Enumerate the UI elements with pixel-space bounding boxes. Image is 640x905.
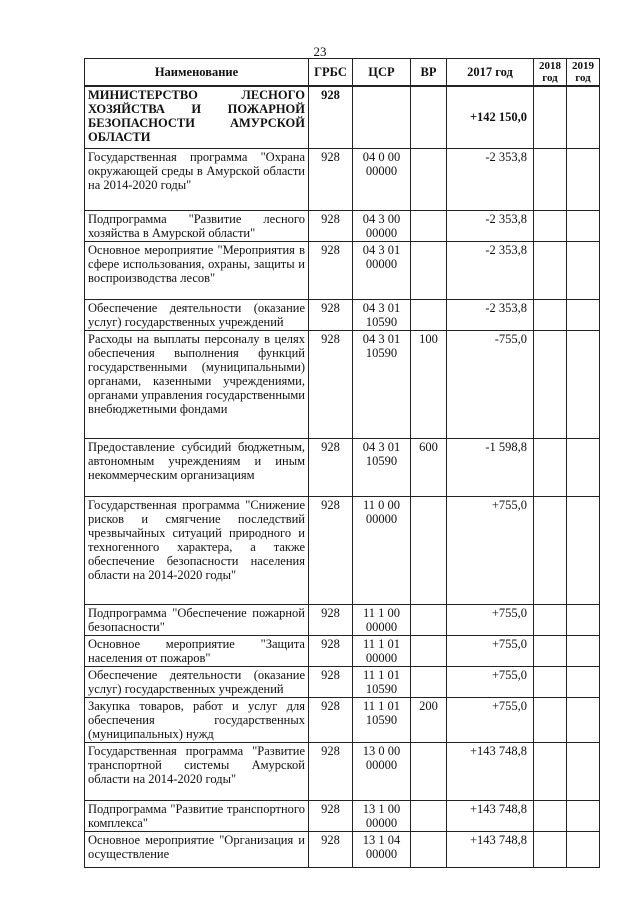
budget-table xyxy=(84,58,600,868)
row-2017-cell: +755,0 xyxy=(447,697,534,742)
table-row xyxy=(85,210,600,241)
row-vr-cell xyxy=(411,742,447,800)
table-row xyxy=(85,635,600,666)
row-2018-cell xyxy=(534,800,567,831)
row-grbs-cell: 928 xyxy=(309,635,353,666)
row-grbs-cell: 928 xyxy=(309,697,353,742)
row-grbs-cell: 928 xyxy=(309,496,353,604)
row-2017-cell: +755,0 xyxy=(447,666,534,697)
row-grbs-cell: 928 xyxy=(309,86,353,148)
row-2019-cell xyxy=(567,330,600,438)
row-name-cell: Расходы на выплаты персоналу в целях обеспечения выполнения функций государственными (муниципальными) органами, казенными учреждениями, органами управления государственными внебюджетными фондами xyxy=(85,330,309,438)
row-2017-cell: -2 353,8 xyxy=(447,299,534,330)
row-grbs-cell: 928 xyxy=(309,831,353,867)
row-name-cell: Обеспечение деятельности (оказание услуг) государственных учреждений xyxy=(85,666,309,697)
row-name-cell: МИНИСТЕРСТВО ЛЕСНОГО ХОЗЯЙСТВА И ПОЖАРНОЙ БЕЗОПАСНОСТИ АМУРСКОЙ ОБЛАСТИ xyxy=(85,86,309,148)
row-2018-cell xyxy=(534,831,567,867)
row-grbs-cell: 928 xyxy=(309,210,353,241)
row-vr-cell xyxy=(411,148,447,210)
row-2019-cell xyxy=(567,148,600,210)
row-2018-cell xyxy=(534,604,567,635)
row-name-cell: Подпрограмма "Обеспечение пожарной безопасности" xyxy=(85,604,309,635)
row-2017-cell: +755,0 xyxy=(447,604,534,635)
row-csr-cell: 13 1 04 00000 xyxy=(353,831,411,867)
row-2019-cell xyxy=(567,210,600,241)
row-2017-cell: +755,0 xyxy=(447,635,534,666)
row-2018-cell xyxy=(534,86,567,148)
row-2019-cell xyxy=(567,299,600,330)
row-2017-cell: +755,0 xyxy=(447,496,534,604)
row-csr-cell: 11 1 00 00000 xyxy=(353,604,411,635)
row-2017-cell: -2 353,8 xyxy=(447,210,534,241)
row-csr-cell: 13 0 00 00000 xyxy=(353,742,411,800)
row-vr-cell: 600 xyxy=(411,438,447,496)
row-name-cell: Основное мероприятие "Защита населения от пожаров" xyxy=(85,635,309,666)
table-row xyxy=(85,299,600,330)
row-grbs-cell: 928 xyxy=(309,742,353,800)
row-csr-cell xyxy=(353,86,411,148)
header-2018: 2018 год xyxy=(534,59,567,87)
row-grbs-cell: 928 xyxy=(309,330,353,438)
row-2019-cell xyxy=(567,241,600,299)
row-name-cell: Предоставление субсидий бюджетным, автономным учреждениям и иным некоммерческим организациям xyxy=(85,438,309,496)
row-grbs-cell: 928 xyxy=(309,438,353,496)
row-vr-cell xyxy=(411,496,447,604)
row-2019-cell xyxy=(567,742,600,800)
header-grbs: ГРБС xyxy=(309,59,353,87)
row-2018-cell xyxy=(534,635,567,666)
header-name: Наименование xyxy=(85,59,309,87)
row-name-cell: Закупка товаров, работ и услуг для обеспечения государственных (муниципальных) нужд xyxy=(85,697,309,742)
row-csr-cell: 04 3 01 10590 xyxy=(353,438,411,496)
row-2019-cell xyxy=(567,438,600,496)
table-row xyxy=(85,148,600,210)
row-2019-cell xyxy=(567,697,600,742)
row-csr-cell: 04 3 01 10590 xyxy=(353,299,411,330)
row-csr-cell: 11 1 01 10590 xyxy=(353,697,411,742)
row-name-cell: Государственная программа "Охрана окружающей среды в Амурской области на 2014-2020 годы" xyxy=(85,148,309,210)
row-2018-cell xyxy=(534,666,567,697)
page-number: 23 xyxy=(313,44,327,59)
row-name-cell: Обеспечение деятельности (оказание услуг) государственных учреждений xyxy=(85,299,309,330)
row-vr-cell xyxy=(411,831,447,867)
row-2018-cell xyxy=(534,241,567,299)
row-grbs-cell: 928 xyxy=(309,604,353,635)
row-2017-cell: +143 748,8 xyxy=(447,742,534,800)
row-name-cell: Подпрограмма "Развитие транспортного комплекса" xyxy=(85,800,309,831)
header-csr: ЦСР xyxy=(353,59,411,87)
row-csr-cell: 11 0 00 00000 xyxy=(353,496,411,604)
row-2018-cell xyxy=(534,496,567,604)
row-2018-cell xyxy=(534,210,567,241)
row-name-cell: Основное мероприятие "Мероприятия в сфере использования, охраны, защиты и воспроизводства лесов" xyxy=(85,241,309,299)
row-grbs-cell: 928 xyxy=(309,241,353,299)
row-csr-cell: 04 3 01 10590 xyxy=(353,330,411,438)
row-grbs-cell: 928 xyxy=(309,299,353,330)
row-2017-cell: -1 598,8 xyxy=(447,438,534,496)
table-row xyxy=(85,666,600,697)
row-2017-cell: +143 748,8 xyxy=(447,831,534,867)
row-2019-cell xyxy=(567,496,600,604)
row-grbs-cell: 928 xyxy=(309,800,353,831)
row-grbs-cell: 928 xyxy=(309,666,353,697)
row-2019-cell xyxy=(567,604,600,635)
row-vr-cell xyxy=(411,210,447,241)
row-csr-cell: 04 3 01 00000 xyxy=(353,241,411,299)
row-grbs-cell: 928 xyxy=(309,148,353,210)
row-2017-cell: -2 353,8 xyxy=(447,241,534,299)
row-vr-cell xyxy=(411,666,447,697)
row-2018-cell xyxy=(534,148,567,210)
table-header-row xyxy=(85,59,600,87)
table-row xyxy=(85,742,600,800)
row-2018-cell xyxy=(534,742,567,800)
row-2019-cell xyxy=(567,800,600,831)
table-row xyxy=(85,438,600,496)
row-name-cell: Подпрограмма "Развитие лесного хозяйства в Амурской области" xyxy=(85,210,309,241)
row-csr-cell: 11 1 01 00000 xyxy=(353,635,411,666)
row-2018-cell xyxy=(534,697,567,742)
row-2017-cell: -2 353,8 xyxy=(447,148,534,210)
table-row xyxy=(85,241,600,299)
row-csr-cell: 04 0 00 00000 xyxy=(353,148,411,210)
row-2017-cell: -755,0 xyxy=(447,330,534,438)
row-csr-cell: 11 1 01 10590 xyxy=(353,666,411,697)
row-vr-cell xyxy=(411,604,447,635)
header-2017: 2017 год xyxy=(447,59,534,87)
row-2019-cell xyxy=(567,635,600,666)
row-vr-cell xyxy=(411,86,447,148)
row-vr-cell xyxy=(411,800,447,831)
header-vr: ВР xyxy=(411,59,447,87)
row-2019-cell xyxy=(567,666,600,697)
row-2017-cell: +142 150,0 xyxy=(447,86,534,148)
row-vr-cell xyxy=(411,635,447,666)
row-vr-cell xyxy=(411,241,447,299)
table-row xyxy=(85,86,600,148)
row-2018-cell xyxy=(534,330,567,438)
header-2019: 2019 год xyxy=(567,59,600,87)
row-vr-cell: 200 xyxy=(411,697,447,742)
row-name-cell: Государственная программа "Развитие транспортной системы Амурской области на 2014-2020 годы" xyxy=(85,742,309,800)
row-2019-cell xyxy=(567,831,600,867)
row-csr-cell: 13 1 00 00000 xyxy=(353,800,411,831)
table-row xyxy=(85,604,600,635)
row-name-cell: Основное мероприятие "Организация и осуществление xyxy=(85,831,309,867)
table-row xyxy=(85,831,600,867)
row-csr-cell: 04 3 00 00000 xyxy=(353,210,411,241)
row-vr-cell: 100 xyxy=(411,330,447,438)
table-row xyxy=(85,800,600,831)
table-row xyxy=(85,496,600,604)
row-2019-cell xyxy=(567,86,600,148)
table-row xyxy=(85,330,600,438)
table-row xyxy=(85,697,600,742)
row-2017-cell: +143 748,8 xyxy=(447,800,534,831)
row-vr-cell xyxy=(411,299,447,330)
row-name-cell: Государственная программа "Снижение рисков и смягчение последствий чрезвычайных ситуаций природного и техногенного характера, а также обеспечение безопасности населения области на 2014-2020 годы" xyxy=(85,496,309,604)
row-2018-cell xyxy=(534,299,567,330)
row-2018-cell xyxy=(534,438,567,496)
